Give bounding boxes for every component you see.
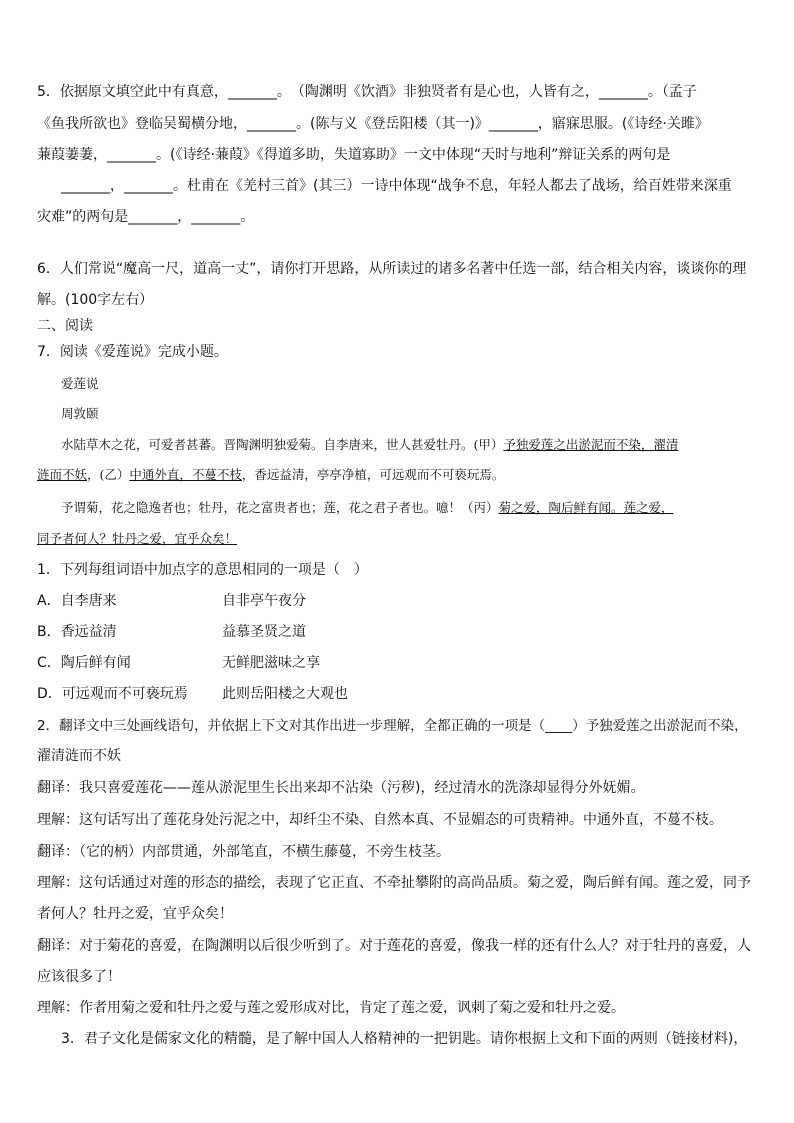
passage-line-3 <box>37 499 783 517</box>
understanding-2-line-2: 者何人？牡丹之爱，宜乎众矣！ <box>37 906 233 922</box>
underlined-sentence-c-end: 同予者何人？牡丹之爱，宜乎众矣！ <box>37 531 238 546</box>
q6-line-1: 6．人们常说“魔高一尺，道高一丈”，请你打开思路，从所读过的诸多名著中任选一部，结合相关内容，谈谈你的理 <box>37 261 747 277</box>
passage-line-2 <box>37 466 759 484</box>
translation-2: 翻译：（它的柄）内部贯通，外部笔直，不横生藤蔓，不旁生枝茎。 <box>37 844 450 860</box>
underlined-sentence-b: 中通外直，不蔓不枝 <box>129 467 242 482</box>
option-b-right: 益慕圣贤之道 <box>222 624 306 640</box>
translation-3-line-2: 应该很多了！ <box>37 969 121 985</box>
passage-text: 水陆草木之花，可爱者甚蕃。晋陶渊明独爱菊。自李唐来，世人甚爱牡丹。(甲） <box>61 437 504 452</box>
option-d-right: 此则岳阳楼之大观也 <box>222 686 348 702</box>
underlined-sentence-a-end: 涟而不妖 <box>37 467 88 482</box>
sub2-question-line-2: 濯清涟而不妖 <box>37 748 121 764</box>
understanding-1: 理解：这句话写出了莲花身处污泥之中，却纤尘不染、自然本真、不显媚态的可贵精神。中通外直，不蔓不枝。 <box>37 812 723 828</box>
passage-line-4 <box>37 530 759 548</box>
option-a-right: 自非亭午夜分 <box>222 593 306 609</box>
q5-line-4: _______，_______。杜甫在《羌村三首》(其三）一诗中体现“战争不息，年轻人都去了战场，给百姓带来深重 <box>61 178 732 194</box>
passage-title: 爱莲说 <box>61 376 99 391</box>
passage-text: ，(乙） <box>87 467 130 482</box>
passage-author: 周敦颐 <box>61 406 99 421</box>
q5-line-2: 《鱼我所欲也》登临吴蜀横分地，_______。(陈与义《登岳阳楼（其一)》_______，寤寐思服。(《诗经·关雎》 <box>37 116 709 132</box>
translation-3-line-1: 翻译：对于菊花的喜爱，在陶渊明以后很少听到了。对于莲花的喜爱，像我一样的还有什么人？对于牡丹的喜爱，人 <box>37 938 751 954</box>
q5-line-1: 5．依据原文填空此中有真意，_______。 （陶渊明《饮酒》非独贤者有是心也，人皆有之，_______。（孟子 <box>37 84 697 100</box>
option-b <box>37 623 759 641</box>
option-d <box>37 685 759 703</box>
option-a-left: A．自李唐来 <box>37 593 117 609</box>
sub1-question: 1．下列每组词语中加点字的意思相同的一项是（ ） <box>37 562 368 578</box>
q7-instruction: 7．阅读《爱莲说》完成小题。 <box>37 344 228 360</box>
q5-line-5: 灾难”的两句是_______，_______。 <box>37 209 255 225</box>
option-b-left: B．香远益清 <box>37 624 117 640</box>
understanding-2-line-1: 理解：这句话通过对莲的形态的描绘，表现了它正直、不牵扯攀附的高尚品质。菊之爱，陶后鲜有闻。莲之爱，同予 <box>37 875 751 891</box>
translation-1: 翻译：我只喜爱莲花——莲从淤泥里生长出来却不沾染（污秽)，经过清水的洗涤却显得分外妩媚。 <box>37 780 645 796</box>
underlined-sentence-c: 菊之爱，陶后鲜有闻。莲之爱， <box>498 500 674 515</box>
underlined-sentence-a: 予独爱莲之出淤泥而不染，濯清 <box>503 437 679 452</box>
option-c <box>37 654 759 672</box>
section-heading-reading: 二、阅读 <box>37 318 93 334</box>
option-a <box>37 592 759 610</box>
option-d-left: D．可远观而不可亵玩焉 <box>37 686 188 702</box>
q5-line-3: 蒹葭萋萋，_______。(《诗经·蒹葭》《得道多助，失道寡助》一文中体现“天时与地利”辩证关系的两句是 <box>37 147 671 163</box>
understanding-3: 理解：作者用菊之爱和牡丹之爱与莲之爱形成对比，肯定了莲之爱，讽刺了菊之爱和牡丹之爱。 <box>37 1000 625 1016</box>
passage-line-1 <box>37 436 783 454</box>
option-c-left: C．陶后鲜有闻 <box>37 655 131 671</box>
q6-line-2: 解。(100字左右） <box>37 292 154 308</box>
option-c-right: 无鲜肥滋味之享 <box>222 655 320 671</box>
sub3-question-line-1: 3．君子文化是儒家文化的精髓，是了解中国人人格精神的一把钥匙。请你根据上文和下面的两则（链接材料)， <box>61 1031 748 1047</box>
passage-text: ，香远益清，亭亭净植，可远观而不可亵玩焉。 <box>241 467 505 482</box>
passage-text: 予谓菊，花之隐逸者也；牡丹，花之富贵者也；莲，花之君子者也。噫！（丙） <box>61 500 499 515</box>
sub2-question-line-1: 2．翻译文中三处画线语句，并依据上下文对其作出进一步理解，全都正确的一项是（____）予独爱莲之出淤泥而不染， <box>37 718 748 734</box>
